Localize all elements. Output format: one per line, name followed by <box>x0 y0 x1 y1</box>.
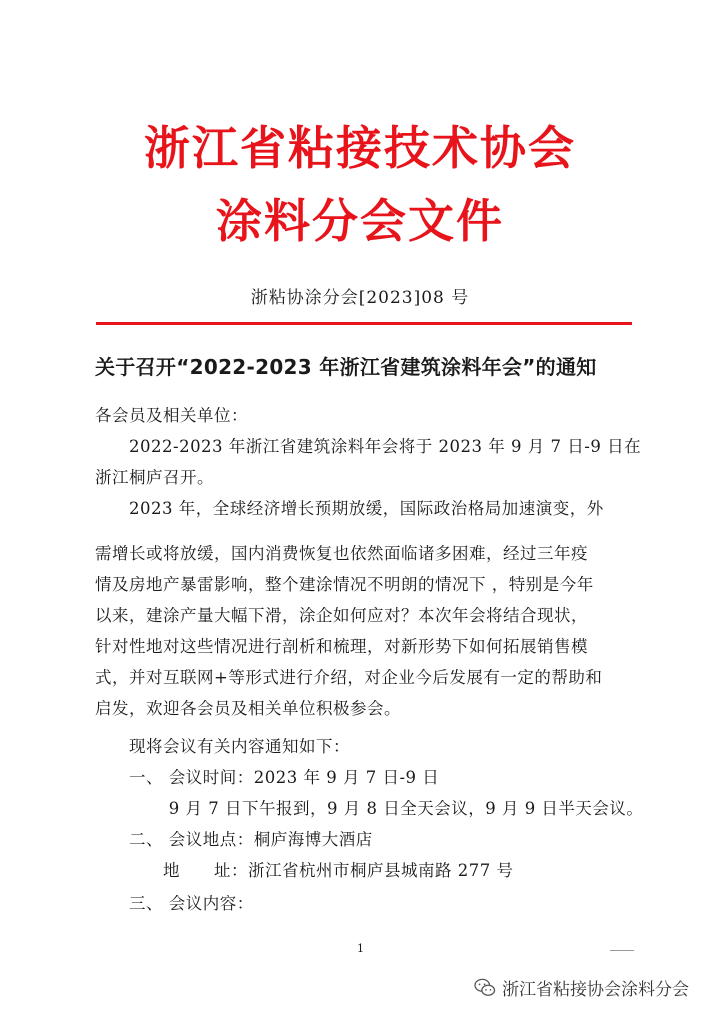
body-line: 需增长或将放缓，国内消费恢复也依然面临诸多困难，经过三年疫 <box>95 544 588 563</box>
body-line: 一、 会议时间：2023 年 9 月 7 日-9 日 <box>95 768 440 787</box>
body-line: 9 月 7 日下午报到，9 月 8 日全天会议，9 月 9 日半天会议。 <box>95 799 644 818</box>
body-line: 各会员及相关单位： <box>95 406 248 425</box>
body-line: 三、 会议内容： <box>95 894 254 913</box>
wechat-icon <box>474 978 496 998</box>
body-line: 针对性地对这些情况进行剖析和梳理，对新形势下如何拓展销售模 <box>95 637 588 656</box>
body-line: 启发，欢迎各会员及相关单位积极参会。 <box>95 699 401 718</box>
header-title-line2: 涂料分会文件 <box>216 194 504 248</box>
watermark <box>474 975 689 1000</box>
body-line: 情及房地产暴雷影响，整个建涂情况不明朗的情况下 ，特别是今年 <box>95 575 594 594</box>
body-line: 浙江桐庐召开。 <box>95 468 214 487</box>
red-divider <box>96 322 632 325</box>
document-number: 浙粘协涂分会[2023]08 号 <box>250 288 470 308</box>
body-line: 以来，建涂产量大幅下滑，涂企如何应对？本次年会将结合现状， <box>95 606 588 625</box>
notice-title: 关于召开“2022-2023 年浙江省建筑涂料年会”的通知 <box>95 355 597 379</box>
body-line: 式，并对互联网+等形式进行介绍，对企业今后发展有一定的帮助和 <box>95 668 603 687</box>
body-line: 2023 年，全球经济增长预期放缓，国际政治格局加速演变，外 <box>95 499 604 518</box>
page-number: 1 <box>357 942 364 955</box>
body-line: 现将会议有关内容通知如下： <box>95 737 350 756</box>
header-title-line1: 浙江省粘接技术协会 <box>144 121 576 175</box>
footer-dash <box>610 950 634 951</box>
watermark-text: 浙江省粘接协会涂料分会 <box>502 980 689 1000</box>
body-line: 地 址：浙江省杭州市桐庐县城南路 277 号 <box>95 861 514 880</box>
body-line: 2022-2023 年浙江省建筑涂料年会将于 2023 年 9 月 7 日-9 日在 <box>95 437 642 456</box>
body-line: 二、 会议地点：桐庐海博大酒店 <box>95 830 373 849</box>
